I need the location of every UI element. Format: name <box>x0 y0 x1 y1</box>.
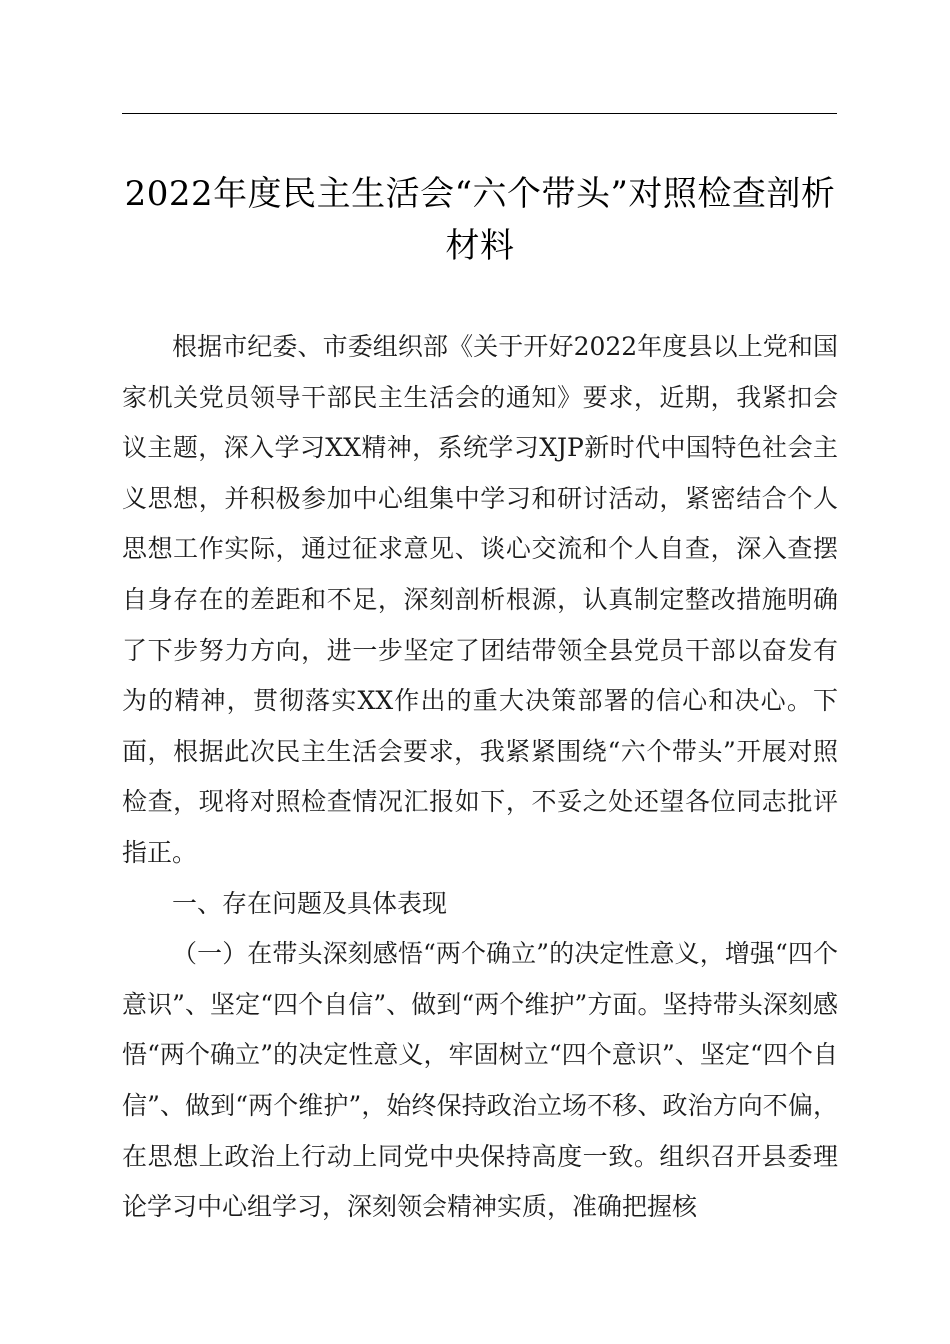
document-body <box>122 322 838 1233</box>
document-title: 2022年度民主生活会“六个带头”对照检查剖析材料 <box>124 174 836 266</box>
intro-paragraph: 根据市纪委、市委组织部《关于开好2022年度县以上党和国家机关党员领导干部民主生活会的通知》要求，近期，我紧扣会议主题，深入学习XX精神，系统学习XJP新时代中国特色社会主义思想，并积极参加中心组集中学习和研讨活动，紧密结合个人思想工作实际，通过征求意见、谈心交流和个人自查，深入查摆自身存在的差距和不足，深刻剖析根源，认真制定整改措施明确了下步努力方向，进一步坚定了团结带领全县党员干部以奋发有为的精神，贯彻落实XX作出的重大决策部署的信心和决心。下面，根据此次民主生活会要求，我紧紧围绕“六个带头”开展对照检查，现将对照检查情况汇报如下，不妥之处还望各位同志批评指正。 <box>122 332 838 867</box>
section-heading: 一、存在问题及具体表现 <box>172 888 448 918</box>
subsection-paragraph: （一）在带头深刻感悟“两个确立”的决定性意义，增强“四个意识”、坚定“四个自信”、做到“两个维护”方面。坚持带头深刻感悟“两个确立”的决定性意义，牢固树立“四个意识”、坚定“四个自信”、做到“两个维护”，始终保持政治立场不移、政治方向不偏，在思想上政治上行动上同党中央保持高度一致。组织召开县委理论学习中心组学习，深刻领会精神实质，准确把握核 <box>122 939 838 1222</box>
header-rule <box>122 113 837 114</box>
